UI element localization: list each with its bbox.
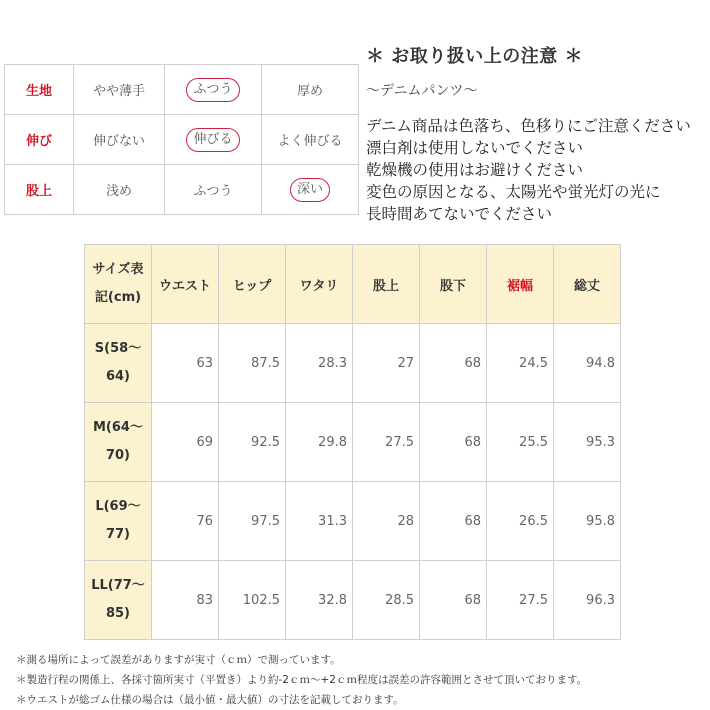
care-subtitle: ～デニムパンツ～ bbox=[366, 83, 478, 99]
size-header-row bbox=[85, 245, 621, 324]
care-line: 長時間あてないでください bbox=[366, 205, 553, 223]
table-cell: 76 bbox=[152, 482, 219, 561]
table-cell: 25.5 bbox=[487, 403, 554, 482]
table-cell: 31.3 bbox=[286, 482, 353, 561]
table-cell: 24.5 bbox=[487, 324, 554, 403]
column-header: 股下 bbox=[420, 245, 487, 324]
table-cell: 83 bbox=[152, 561, 219, 640]
table-cell: 29.8 bbox=[286, 403, 353, 482]
attribute-option: やや薄手 bbox=[74, 65, 165, 115]
table-cell: 68 bbox=[420, 561, 487, 640]
table-cell: 28 bbox=[353, 482, 420, 561]
attribute-label: 伸び bbox=[5, 115, 74, 165]
table-cell: 32.8 bbox=[286, 561, 353, 640]
size-chart-table bbox=[84, 244, 621, 640]
attribute-option-selected bbox=[165, 65, 262, 115]
note-line: ＊測る場所によって誤差がありますが実寸（ｃｍ）で測っています。 bbox=[16, 654, 341, 666]
table-cell: 69 bbox=[152, 403, 219, 482]
table-cell: 26.5 bbox=[487, 482, 554, 561]
care-line: デニム商品は色落ち、色移りにご注意ください bbox=[366, 117, 691, 135]
column-header: ヒップ bbox=[219, 245, 286, 324]
attribute-row-stretch bbox=[5, 115, 359, 165]
size-label: L(69～ 77) bbox=[85, 482, 152, 561]
attribute-option: よく伸びる bbox=[262, 115, 359, 165]
table-row bbox=[85, 403, 621, 482]
selected-marker: 伸びる bbox=[186, 128, 239, 152]
attribute-option: ふつう bbox=[165, 165, 262, 215]
table-cell: 68 bbox=[420, 403, 487, 482]
size-label: LL(77～ 85) bbox=[85, 561, 152, 640]
table-cell: 28.3 bbox=[286, 324, 353, 403]
table-cell: 27.5 bbox=[487, 561, 554, 640]
care-line: 漂白剤は使用しないでください bbox=[366, 139, 584, 157]
table-cell: 102.5 bbox=[219, 561, 286, 640]
column-header: 股上 bbox=[353, 245, 420, 324]
size-label: S(58～ 64) bbox=[85, 324, 152, 403]
table-cell: 97.5 bbox=[219, 482, 286, 561]
table-cell: 94.8 bbox=[554, 324, 621, 403]
column-header: ワタリ bbox=[286, 245, 353, 324]
column-header: ウエスト bbox=[152, 245, 219, 324]
table-cell: 96.3 bbox=[554, 561, 621, 640]
care-line: 乾燥機の使用はお避けください bbox=[366, 161, 584, 179]
attribute-option: 浅め bbox=[74, 165, 165, 215]
care-line: 変色の原因となる、太陽光や蛍光灯の光に bbox=[366, 183, 661, 201]
selected-marker: 深い bbox=[290, 178, 330, 202]
table-cell: 68 bbox=[420, 324, 487, 403]
selected-marker: ふつう bbox=[186, 78, 239, 102]
size-corner-header: サイズ表 記(cm) bbox=[85, 245, 152, 324]
table-cell: 87.5 bbox=[219, 324, 286, 403]
table-cell: 63 bbox=[152, 324, 219, 403]
attribute-label: 生地 bbox=[5, 65, 74, 115]
table-row bbox=[85, 324, 621, 403]
measurement-notes bbox=[16, 650, 587, 710]
table-row bbox=[85, 482, 621, 561]
table-cell: 95.3 bbox=[554, 403, 621, 482]
attribute-option: 伸びない bbox=[74, 115, 165, 165]
attribute-row-rise bbox=[5, 165, 359, 215]
column-header: 裾幅 bbox=[487, 245, 554, 324]
care-instructions bbox=[366, 115, 691, 225]
attribute-option-selected bbox=[165, 115, 262, 165]
table-cell: 92.5 bbox=[219, 403, 286, 482]
size-label: M(64～ 70) bbox=[85, 403, 152, 482]
attribute-label: 股上 bbox=[5, 165, 74, 215]
table-cell: 27.5 bbox=[353, 403, 420, 482]
fabric-attributes-table bbox=[4, 64, 359, 215]
table-cell: 28.5 bbox=[353, 561, 420, 640]
note-line: ＊製造行程の関係上、各採寸箇所実寸（平置き）より約-2ｃｍ～+2ｃｍ程度は誤差の許容範囲とさせて頂いております。 bbox=[16, 674, 588, 686]
care-title: ＊ お取り扱い上の注意 ＊ bbox=[366, 46, 584, 67]
attribute-option: 厚め bbox=[262, 65, 359, 115]
attribute-row-fabric bbox=[5, 65, 359, 115]
table-cell: 68 bbox=[420, 482, 487, 561]
table-cell: 27 bbox=[353, 324, 420, 403]
table-cell: 95.8 bbox=[554, 482, 621, 561]
note-line: ＊ウエストが総ゴム仕様の場合は（最小値・最大値）の寸法を記載しております。 bbox=[16, 694, 404, 706]
table-row bbox=[85, 561, 621, 640]
column-header: 総丈 bbox=[554, 245, 621, 324]
attribute-option-selected bbox=[262, 165, 359, 215]
